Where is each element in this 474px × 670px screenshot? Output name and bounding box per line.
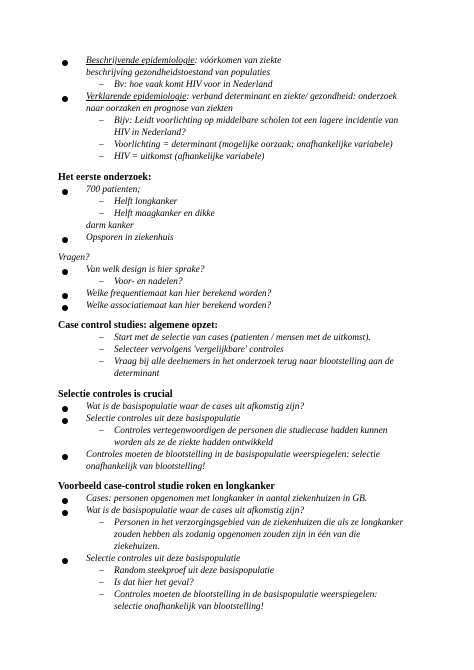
dash-bullet: – xyxy=(99,590,104,600)
bullet-beschrijvende xyxy=(86,56,281,68)
sub-bullet-text: Controles vertegenwoordigen de personen die studiecase hadden kunnen xyxy=(114,426,388,436)
bullet xyxy=(62,269,68,275)
section-heading: Het eerste onderzoek: xyxy=(58,172,152,183)
sub-bullet-text: Start met de selectie van cases (patienten / mensen met de uitkomst). xyxy=(114,333,371,343)
continuation-text: darm kanker xyxy=(86,221,134,231)
bullet xyxy=(62,60,68,66)
sub-bullet-text: Bv: hoe vaak komt HIV voor in Nederland xyxy=(114,80,273,90)
sub-bullet-text: HIV in Nederland? xyxy=(114,128,186,138)
dash-bullet: – xyxy=(99,209,104,219)
sub-bullet-text: zouden hebben als zodanig opgenomen zouden zijn in één van die xyxy=(114,530,361,540)
bullet xyxy=(62,510,68,516)
bullet-text: Welke associatiemaat kan hier berekend worden? xyxy=(86,301,272,311)
sub-bullet-text: Random steekproef uit deze basispopulatie xyxy=(114,566,275,576)
bullet xyxy=(62,96,68,102)
term-beschrijvende-epidemiologie: Beschrijvende epidemiologie xyxy=(86,56,195,66)
bullet xyxy=(62,558,68,564)
dash-bullet: – xyxy=(99,357,104,367)
dash-bullet: – xyxy=(99,578,104,588)
dash-bullet: – xyxy=(99,518,104,528)
sub-bullet-text: Personen in het verzorgingsgebied van de ziekenhuizen die als ze longkanker xyxy=(114,518,404,528)
dash-bullet: – xyxy=(99,140,104,150)
sub-bullet-text: Voorlichting = determinant (mogelijke oorzaak; onafhankelijke variabele) xyxy=(114,140,393,150)
sub-bullet-text: Is dat hier het geval? xyxy=(114,578,194,588)
dash-bullet: – xyxy=(99,566,104,576)
sub-bullet-text: Selecteer vervolgens 'vergelijkbare' controles xyxy=(114,345,284,355)
bullet xyxy=(62,418,68,424)
sub-bullet-text: selectie onafhankelijk van blootstelling! xyxy=(114,602,264,612)
bullet-text: 700 patienten; xyxy=(86,185,141,195)
sub-bullet-text: HIV = uitkomst (afhankelijke variabele) xyxy=(114,152,265,162)
sub-bullet-text: ziekehuizen. xyxy=(114,542,160,552)
bullet xyxy=(62,293,68,299)
bullet-text: Controles moeten de blootstelling in de basispopulatie weerspiegelen: selectie xyxy=(86,450,380,460)
sub-bullet-text: worden als ze de ziekte hadden ontwikkeld xyxy=(114,438,273,448)
bullet-text: Opsporen in ziekenhuis xyxy=(86,233,174,243)
bullet xyxy=(62,189,68,195)
dash-bullet: – xyxy=(99,80,104,90)
dash-bullet: – xyxy=(99,152,104,162)
bullet xyxy=(62,454,68,460)
dash-bullet: – xyxy=(99,277,104,287)
bullet-text: Selectie controles uit deze basispopulatie xyxy=(86,554,241,564)
section-heading: Case control studies: algemene opzet: xyxy=(58,320,218,331)
sub-bullet-text: Voor- en nadelen? xyxy=(114,277,183,287)
bullet-text: Wat is de basispopulatie waar de cases uit afkomstig zijn? xyxy=(86,506,305,516)
dash-bullet: – xyxy=(99,426,104,436)
bullet-text: beschrijving gezondheidstoestand van populaties xyxy=(86,68,271,78)
sub-bullet-text: Helft maagkanker en dikke xyxy=(114,209,215,219)
bullet-text: Cases: personen opgenomen met longkanker in aantal ziekenhuizen in GB. xyxy=(86,494,368,504)
section-heading: Vragen? xyxy=(58,253,90,263)
sub-bullet-text: determinant xyxy=(114,369,160,379)
sub-bullet-text: Controles moeten de blootstelling in de basispopulatie weerspiegelen: xyxy=(114,590,378,600)
bullet-text: naar oorzaken en prognose van ziekten xyxy=(86,104,233,114)
bullet xyxy=(62,498,68,504)
sub-bullet-text: Vraag bij alle deelnemers in het onderzoek terug naar blootstelling aan de xyxy=(114,357,394,367)
dash-bullet: – xyxy=(99,333,104,343)
bullet-text: Welke frequentiemaat kan hier berekend worden? xyxy=(86,289,272,299)
section-heading: Selectie controles is crucial xyxy=(58,389,173,400)
bullet-text: : vóórkomen van ziekte xyxy=(194,56,282,66)
bullet xyxy=(62,237,68,243)
bullet-text: Van welk design is hier sprake? xyxy=(86,265,205,275)
section-heading: Voorbeeld case-control studie roken en longkanker xyxy=(58,481,275,492)
bullet-text: Wat is de basispopulatie waar de cases uit afkomstig zijn? xyxy=(86,402,305,412)
bullet-text: onafhankelijk van blootstelling! xyxy=(86,462,206,472)
bullet-text: : verband determinant en ziekte/ gezondheid: onderzoek xyxy=(186,92,397,102)
bullet xyxy=(62,305,68,311)
sub-bullet-text: Helft longkanker xyxy=(114,197,178,207)
bullet-text: Selectie controles uit deze basispopulatie xyxy=(86,414,241,424)
dash-bullet: – xyxy=(99,197,104,207)
bullet-verklarende xyxy=(86,92,397,104)
term-verklarende-epidemiologie: Verklarende epidemiologie xyxy=(86,92,187,102)
dash-bullet: – xyxy=(99,345,104,355)
dash-bullet: – xyxy=(99,116,104,126)
sub-bullet-text: Bijv: Leidt voorlichting op middelbare scholen tot een lagere incidentie van xyxy=(114,116,399,126)
bullet xyxy=(62,406,68,412)
